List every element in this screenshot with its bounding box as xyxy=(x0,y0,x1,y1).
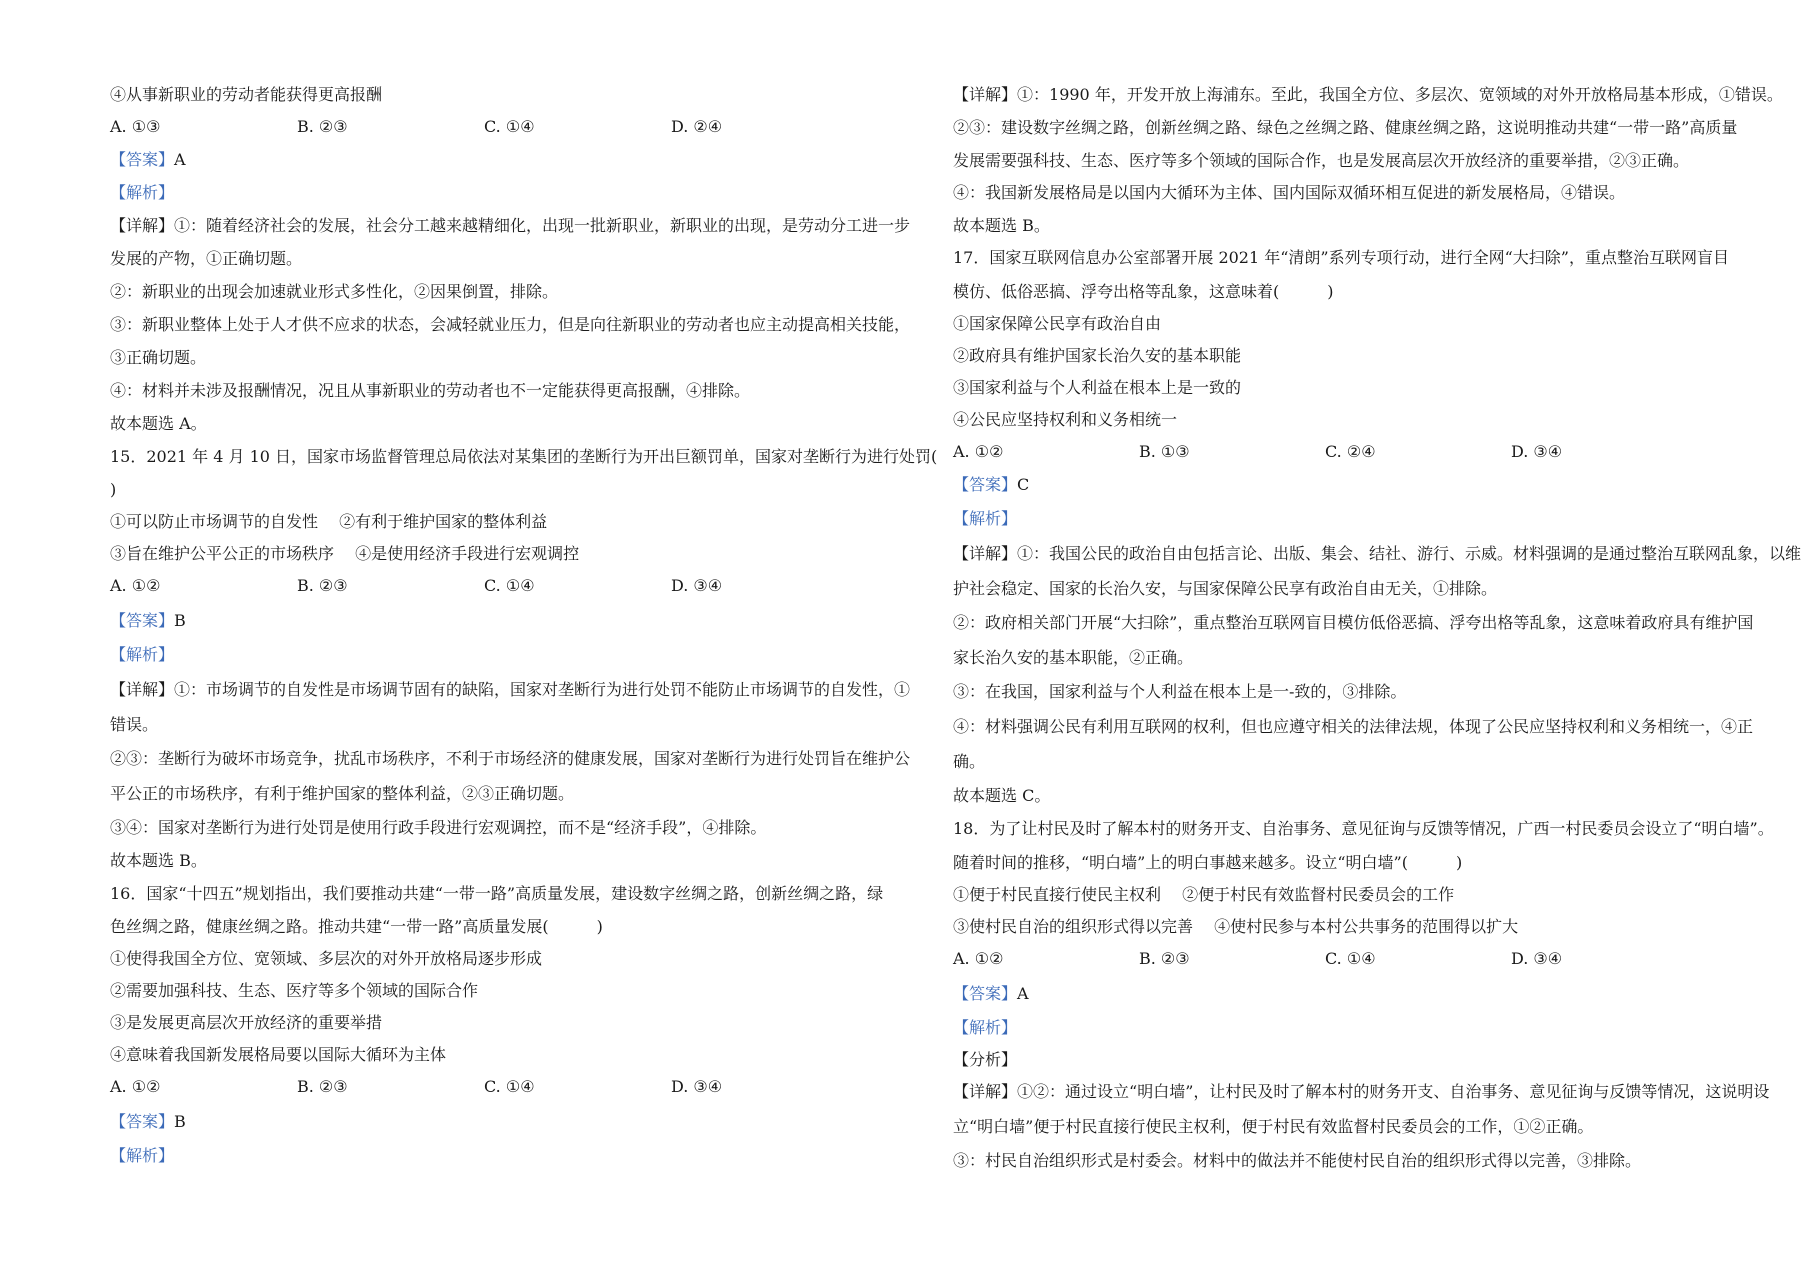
choice-b: B. ②③ xyxy=(1139,949,1190,968)
text-line: ④：材料并未涉及报酬情况，况且从事新职业的劳动者也不一定能获得更高报酬，④排除。 xyxy=(110,381,751,400)
detail-tag: 【详解】 xyxy=(953,85,1018,104)
choice-d: D. ③④ xyxy=(671,576,723,595)
choice-c: C. ②④ xyxy=(1325,442,1376,461)
answer-tag: 【答案】 xyxy=(953,984,1018,1003)
detail-text: ①：市场调节的自发性是市场调节固有的缺陷，国家对垄断行为进行处罚不能防止市场调节的自发性，① xyxy=(174,680,911,699)
text-line: ③：村民自治组织形式是村委会。材料中的做法并不能使村民自治的组织形式得以完善，③排除。 xyxy=(953,1151,1642,1170)
choice-b: B. ②③ xyxy=(297,1077,348,1096)
detail-tag: 【详解】 xyxy=(953,544,1018,563)
option-line: ①便于村民直接行使民主权利 ②便于村民有效监督村民委员会的工作 xyxy=(953,885,1455,904)
choice-d: D. ③④ xyxy=(671,1077,723,1096)
option-line: ④公民应坚持权利和义务相统一 xyxy=(953,410,1178,429)
choice-b: B. ②③ xyxy=(297,117,348,136)
text-line: ②③：垄断行为破坏市场竞争，扰乱市场秩序，不利于市场经济的健康发展，国家对垄断行为进行处罚旨在维护公 xyxy=(110,749,911,768)
choice-d: D. ③④ xyxy=(1511,442,1563,461)
choice-d: D. ②④ xyxy=(671,117,723,136)
answer-value: A xyxy=(1017,984,1029,1003)
text-line: 家长治久安的基本职能，②正确。 xyxy=(953,648,1194,667)
option-line: ①国家保障公民享有政治自由 xyxy=(953,314,1162,333)
text-line: ) xyxy=(110,480,117,499)
detail-text: ①②：通过设立“明白墙”，让村民及时了解本村的财务开支、自治事务、意见征询与反馈等情况，这说明设 xyxy=(1017,1082,1770,1101)
choice-row xyxy=(110,576,722,596)
answer-line xyxy=(953,984,1029,1004)
choice-row xyxy=(953,442,1562,462)
analysis-tag: 【解析】 xyxy=(110,1146,175,1165)
question-15: 15．2021 年 4 月 10 日，国家市场监督管理总局依法对某集团的垄断行为开出巨额罚单，国家对垄断行为进行处罚( xyxy=(110,447,938,466)
text-line: ②③：建设数字丝绸之路，创新丝绸之路、绿色之丝绸之路、健康丝绸之路，这说明推动共建“一带一路”高质量 xyxy=(953,118,1738,137)
question-18: 18．为了让村民及时了解本村的财务开支、自治事务、意见征询与反馈等情况，广西一村民委员会设立了“明白墙”。 xyxy=(953,819,1774,838)
detail-text: ①：随着经济社会的发展，社会分工越来越精细化，出现一批新职业，新职业的出现，是劳动分工进一步 xyxy=(174,216,911,235)
detail-tag: 【详解】 xyxy=(110,216,175,235)
detail-tag: 【详解】 xyxy=(953,1082,1018,1101)
detail-line xyxy=(110,680,910,700)
text-line: 随着时间的推移，“明白墙”上的明白事越来越多。设立“明白墙”( ) xyxy=(953,853,1463,872)
text-line: 色丝绸之路，健康丝绸之路。推动共建“一带一路”高质量发展( ) xyxy=(110,917,603,936)
option-line: ③旨在维护公平公正的市场秩序 ④是使用经济手段进行宏观调控 xyxy=(110,544,580,563)
text-line: 发展需要强科技、生态、医疗等多个领域的国际合作，也是发展高层次开放经济的重要举措，②③正确。 xyxy=(953,151,1690,170)
analysis-tag: 【解析】 xyxy=(953,509,1018,528)
answer-line xyxy=(110,150,186,170)
option-line: ②政府具有维护国家长治久安的基本职能 xyxy=(953,346,1242,365)
text-line: 立“明白墙”便于村民直接行使民主权利，便于村民有效监督村民委员会的工作，①②正确。 xyxy=(953,1117,1594,1136)
analysis-tag: 【解析】 xyxy=(110,183,175,202)
analysis-tag: 【解析】 xyxy=(110,645,175,664)
text-line: ②：政府相关部门开展“大扫除”，重点整治互联网盲目模仿低俗恶搞、浮夸出格等乱象，这意味着政府具有维护国 xyxy=(953,613,1754,632)
answer-tag: 【答案】 xyxy=(953,475,1018,494)
choice-a: A. ①② xyxy=(953,442,1004,461)
choice-b: B. ②③ xyxy=(297,576,348,595)
choice-c: C. ①④ xyxy=(484,1077,535,1096)
choice-c: C. ①④ xyxy=(484,576,535,595)
text-line: ③④：国家对垄断行为进行处罚是使用行政手段进行宏观调控，而不是“经济手段”，④排除。 xyxy=(110,818,767,837)
answer-tag: 【答案】 xyxy=(110,150,175,169)
option-line: ④从事新职业的劳动者能获得更高报酬 xyxy=(110,85,383,104)
choice-row xyxy=(110,1077,722,1097)
choice-c: C. ①④ xyxy=(484,117,535,136)
detail-tag: 【详解】 xyxy=(110,680,175,699)
choice-a: A. ①② xyxy=(953,949,1004,968)
conclusion-line: 故本题选 A。 xyxy=(110,414,207,433)
choice-a: A. ①③ xyxy=(110,117,161,136)
text-line: 护社会稳定、国家的长治久安，与国家保障公民享有政治自由无关，①排除。 xyxy=(953,579,1498,598)
question-16: 16．国家“十四五”规划指出，我们要推动共建“一带一路”高质量发展，建设数字丝绸之路，创新丝绸之路，绿 xyxy=(110,884,884,903)
conclusion-line: 故本题选 B。 xyxy=(953,216,1050,235)
text-line: ③：新职业整体上处于人才供不应求的状态，会减轻就业压力，但是向往新职业的劳动者也应主动提高相关技能， xyxy=(110,315,911,334)
detail-line xyxy=(110,216,910,236)
analysis-tag: 【解析】 xyxy=(953,1018,1018,1037)
choice-row xyxy=(110,117,722,137)
text-line: ②：新职业的出现会加速就业形式多性化，②因果倒置，排除。 xyxy=(110,282,559,301)
detail-line xyxy=(953,1082,1769,1102)
detail-line xyxy=(953,544,1801,564)
text-line: ④：我国新发展格局是以国内大循环为主体、国内国际双循环相互促进的新发展格局，④错误。 xyxy=(953,183,1626,202)
answer-tag: 【答案】 xyxy=(110,1112,175,1131)
choice-a: A. ①② xyxy=(110,576,161,595)
option-line: ②需要加强科技、生态、医疗等多个领域的国际合作 xyxy=(110,981,479,1000)
conclusion-line: 故本题选 B。 xyxy=(110,851,207,870)
answer-line xyxy=(110,611,186,631)
choice-c: C. ①④ xyxy=(1325,949,1376,968)
option-line: ①可以防止市场调节的自发性 ②有利于维护国家的整体利益 xyxy=(110,512,548,531)
choice-d: D. ③④ xyxy=(1511,949,1563,968)
detail-text: ①：1990 年，开发开放上海浦东。至此，我国全方位、多层次、宽领域的对外开放格局基本形成，①错误。 xyxy=(1017,85,1783,104)
text-line: 错误。 xyxy=(110,715,159,734)
question-17: 17．国家互联网信息办公室部署开展 2021 年“清朗”系列专项行动，进行全网“大扫除”，重点整治互联网盲目 xyxy=(953,248,1729,267)
option-line: ④意味着我国新发展格局要以国际大循环为主体 xyxy=(110,1045,447,1064)
text-line: 确。 xyxy=(953,752,986,771)
answer-value: A xyxy=(174,150,186,169)
answer-line xyxy=(953,475,1029,495)
detail-line xyxy=(953,85,1783,105)
text-line: 模仿、低俗恶搞、浮夸出格等乱象，这意味着( ) xyxy=(953,282,1334,301)
text-line: ③：在我国，国家利益与个人利益在根本上是一-致的，③排除。 xyxy=(953,682,1407,701)
text-line: 平公正的市场秩序，有利于维护国家的整体利益，②③正确切题。 xyxy=(110,784,575,803)
option-line: ①使得我国全方位、宽领域、多层次的对外开放格局逐步形成 xyxy=(110,949,543,968)
answer-value: B xyxy=(174,1112,186,1131)
option-line: ③国家利益与个人利益在根本上是一致的 xyxy=(953,378,1242,397)
choice-row xyxy=(953,949,1562,969)
answer-value: B xyxy=(174,611,186,630)
answer-value: C xyxy=(1017,475,1030,494)
option-line: ③是发展更高层次开放经济的重要举措 xyxy=(110,1013,383,1032)
text-line: ③正确切题。 xyxy=(110,348,207,367)
choice-b: B. ①③ xyxy=(1139,442,1190,461)
text-line: 发展的产物，①正确切题。 xyxy=(110,249,303,268)
option-line: ③使村民自治的组织形式得以完善 ④使村民参与本村公共事务的范围得以扩大 xyxy=(953,917,1519,936)
detail-text: ①：我国公民的政治自由包括言论、出版、集会、结社、游行、示威。材料强调的是通过整治互联网乱象，以维 xyxy=(1017,544,1802,563)
analysis-heading: 【分析】 xyxy=(953,1050,1018,1069)
answer-line xyxy=(110,1112,186,1132)
text-line: ④：材料强调公民有利用互联网的权利，但也应遵守相关的法律法规，体现了公民应坚持权利和义务相统一，④正 xyxy=(953,717,1754,736)
choice-a: A. ①② xyxy=(110,1077,161,1096)
conclusion-line: 故本题选 C。 xyxy=(953,786,1051,805)
answer-tag: 【答案】 xyxy=(110,611,175,630)
